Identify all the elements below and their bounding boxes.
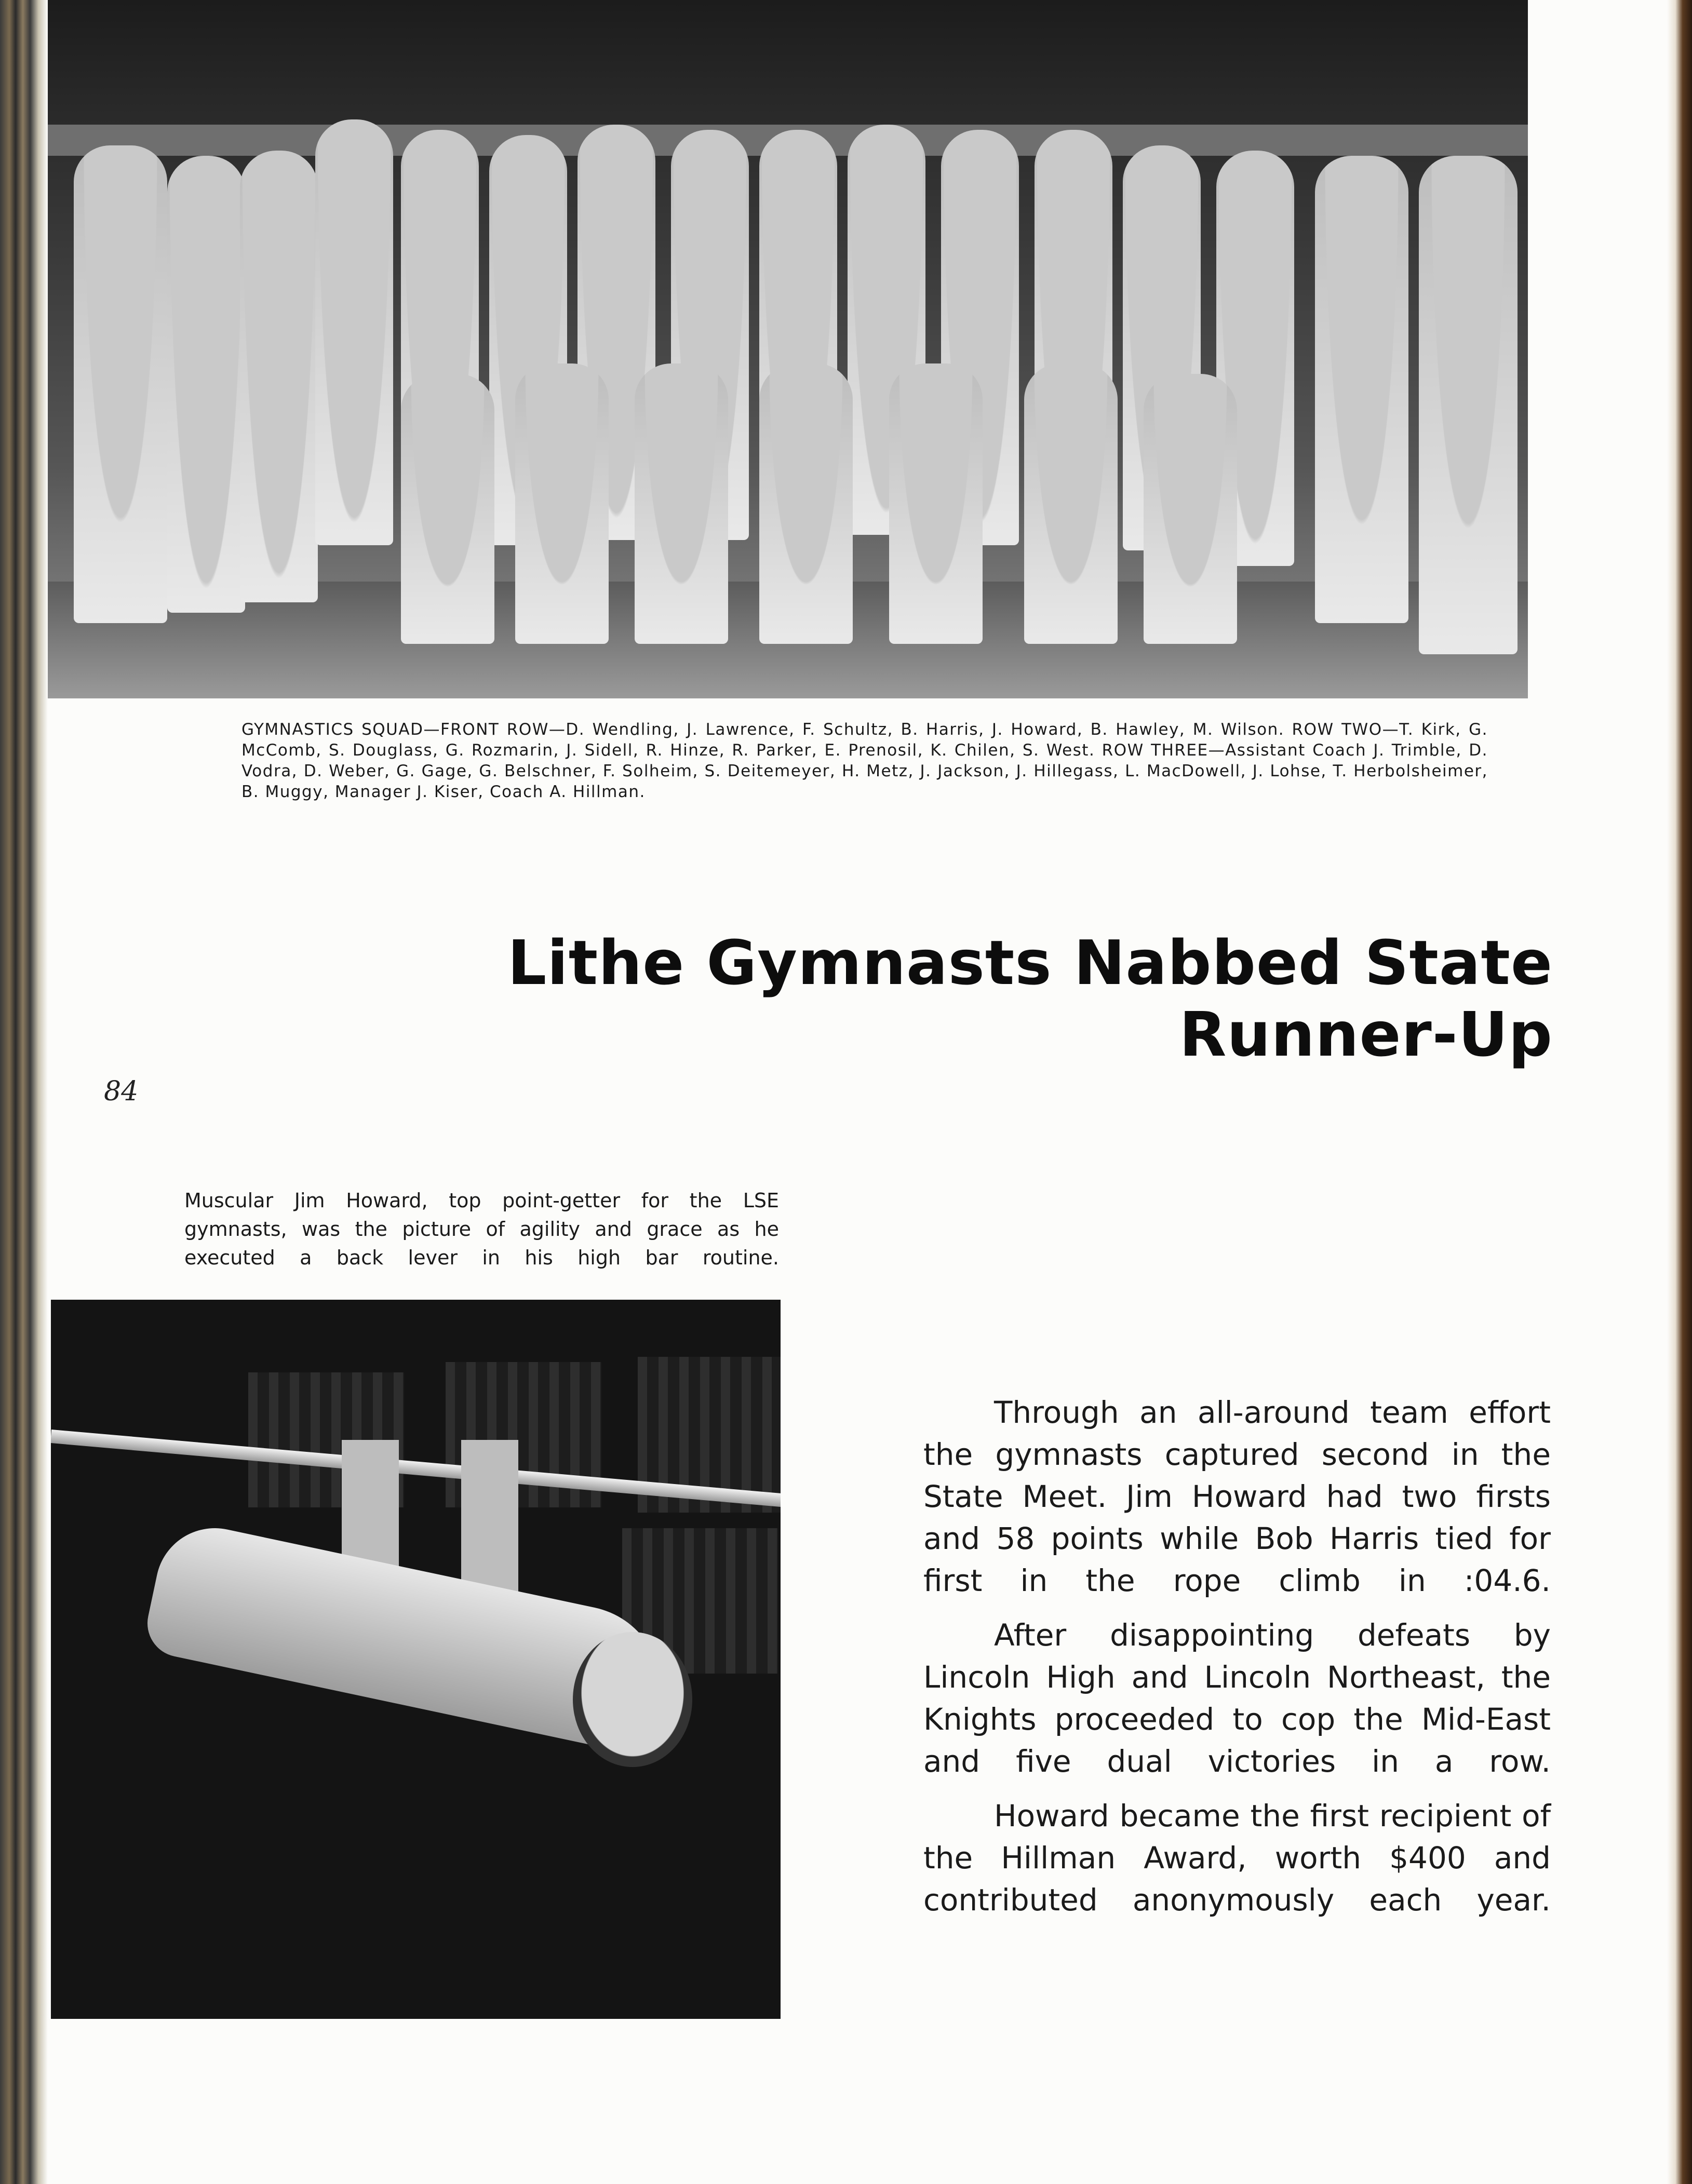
team-member	[635, 363, 728, 644]
article-paragraph: Howard became the first recipient of the Hillman Award, worth $400 and contributed anonymously each year.	[923, 1798, 1551, 1918]
page-number: 84	[104, 1076, 139, 1107]
team-member	[759, 363, 853, 644]
team-member	[167, 156, 245, 613]
headline: Lithe Gymnasts Nabbed State Runner-Up	[507, 927, 1553, 1070]
team-member	[401, 374, 494, 644]
gymnast-photo	[51, 1300, 781, 2019]
article-paragraph: After disappointing defeats by Lincoln High and Lincoln Northeast, the Knights proceeded to cop the Mid-East and five dual victories in a row.	[923, 1617, 1551, 1779]
team-member	[74, 145, 167, 623]
page-edge	[1667, 0, 1692, 2184]
team-member	[889, 363, 983, 644]
team-member	[1144, 374, 1237, 644]
article-body	[923, 1392, 1551, 1934]
team-photo	[48, 0, 1528, 698]
team-member	[515, 363, 609, 644]
team-member	[1419, 156, 1518, 654]
team-member	[1024, 363, 1118, 644]
gymnast-photo-caption: Muscular Jim Howard, top point-getter for the LSE gymnasts, was the picture of agility and grace as he executed a back lever in his high bar routine.	[184, 1189, 779, 1269]
book-binding	[0, 0, 48, 2184]
article-paragraph: Through an all-around team effort the gymnasts captured second in the State Meet. Jim Howard had two firsts and 58 points while Bob Harris tied for first in the rope climb in :04.6.	[923, 1395, 1551, 1598]
gymnast-head	[573, 1632, 692, 1767]
team-photo-caption: GYMNASTICS SQUAD—FRONT ROW—D. Wendling, J. Lawrence, F. Schultz, B. Harris, J. Howard, B. Hawley, M. Wilson. ROW TWO—T. Kirk, G. McComb, S. Douglass, G. Rozmarin, J. Sidell, R. Hinze, R. Parker, E. Prenosil, K. Chilen, S. West. ROW THREE—Assistant Coach J. Trimble, D. Vodra, D. Weber, G. Gage, G. Belschner, F. Solheim, S. Deitemeyer, H. Metz, J. Jackson, J. Hillegass, L. MacDowell, J. Lohse, T. Herbolsheimer, B. Muggy, Manager J. Kiser, Coach A. Hillman.	[241, 720, 1488, 801]
team-member	[240, 151, 318, 602]
team-member	[315, 119, 393, 545]
team-member	[1315, 156, 1408, 623]
